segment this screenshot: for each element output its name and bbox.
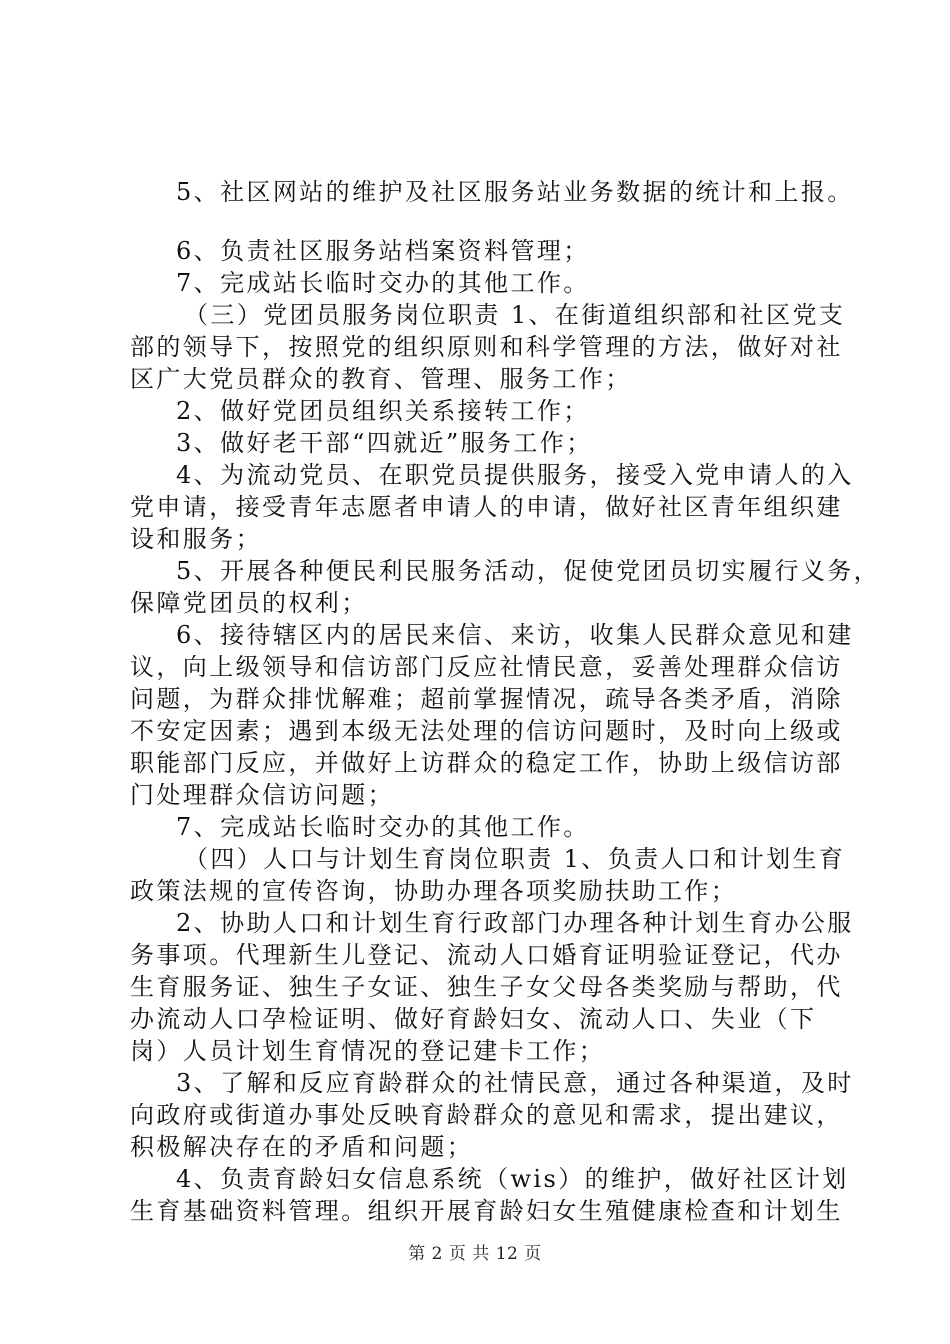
text-line: 设和服务；: [130, 525, 262, 553]
text-line: 党申请，接受青年志愿者申请人的申请，做好社区青年组织建: [130, 493, 843, 521]
text-line: （三）党团员服务岗位职责 1、在街道组织部和社区党支: [184, 301, 846, 329]
text-line: 积极解决存在的矛盾和问题；: [130, 1133, 474, 1161]
text-line: 6、负责社区服务站档案资料管理；: [176, 237, 590, 265]
text-line: 办流动人口孕检证明、做好育龄妇女、流动人口、失业（下: [130, 1005, 817, 1033]
text-line: 7、完成站长临时交办的其他工作。: [176, 813, 590, 841]
text-line: 7、完成站长临时交办的其他工作。: [176, 269, 590, 297]
text-line: 3、做好老干部“四就近”服务工作；: [176, 429, 593, 457]
text-line: （四）人口与计划生育岗位职责 1、负责人口和计划生育: [184, 845, 846, 873]
text-line: 门处理群众信访问题；: [130, 781, 394, 809]
text-line: 保障党团员的权利；: [130, 589, 368, 617]
page-number-footer: 第 2 页 共 12 页: [408, 1244, 542, 1264]
text-line: 问题，为群众排忧解难；超前掌握情况，疏导各类矛盾，消除: [130, 685, 843, 713]
text-line: 5、开展各种便民利民服务活动，促使党团员切实履行义务，: [176, 557, 881, 585]
text-line: 不安定因素；遇到本级无法处理的信访问题时，及时向上级或: [130, 717, 843, 745]
text-line: 3、了解和反应育龄群众的社情民意，通过各种渠道，及时: [176, 1069, 854, 1097]
text-line: 2、协助人口和计划生育行政部门办理各种计划生育办公服: [176, 909, 854, 937]
text-line: 5、社区网站的维护及社区服务站业务数据的统计和上报。: [176, 178, 854, 206]
text-line: 部的领导下，按照党的组织原则和科学管理的方法，做好对社: [130, 333, 843, 361]
text-line: 4、为流动党员、在职党员提供服务，接受入党申请人的入: [176, 461, 854, 489]
text-line: 生育服务证、独生子女证、独生子女父母各类奖励与帮助，代: [130, 973, 843, 1001]
text-line: 议，向上级领导和信访部门反应社情民意，妥善处理群众信访: [130, 653, 843, 681]
text-line: 岗）人员计划生育情况的登记建卡工作；: [130, 1037, 606, 1065]
text-line: 区广大党员群众的教育、管理、服务工作；: [130, 365, 632, 393]
text-line: 职能部门反应，并做好上访群众的稳定工作，协助上级信访部: [130, 749, 843, 777]
text-line: 2、做好党团员组织关系接转工作；: [176, 397, 590, 425]
text-line: 务事项。代理新生儿登记、流动人口婚育证明验证登记，代办: [130, 941, 843, 969]
text-line: 6、接待辖区内的居民来信、来访，收集人民群众意见和建: [176, 621, 854, 649]
text-line: 生育基础资料管理。组织开展育龄妇女生殖健康检查和计划生: [130, 1197, 843, 1225]
text-line: 4、负责育龄妇女信息系统（wis）的维护，做好社区计划: [176, 1165, 849, 1193]
text-line: 政策法规的宣传咨询，协助办理各项奖励扶助工作；: [130, 877, 738, 905]
text-line: 向政府或街道办事处反映育龄群众的意见和需求，提出建议，: [130, 1101, 843, 1129]
